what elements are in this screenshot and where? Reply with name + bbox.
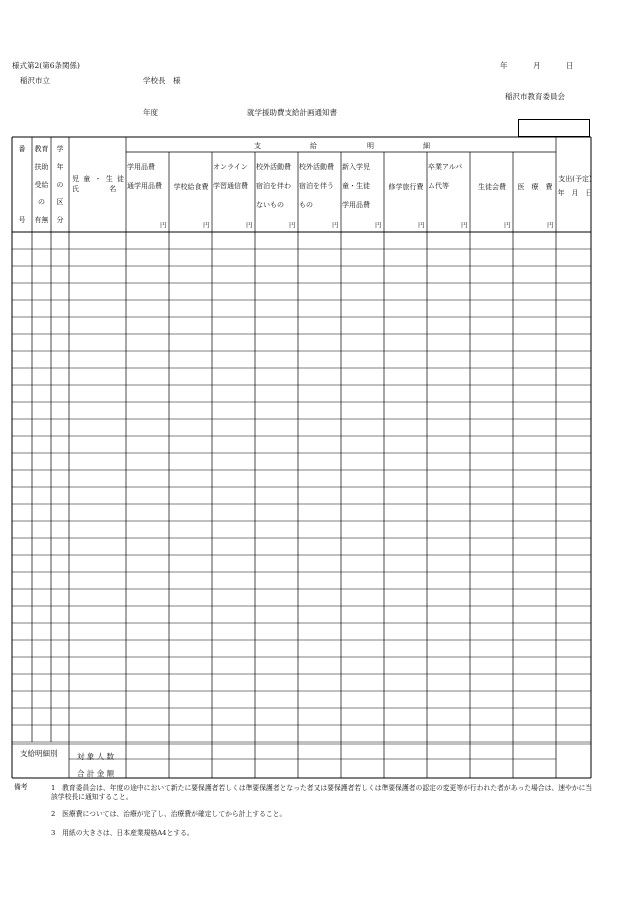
- issuer: 稲沢市教育委員会: [505, 92, 565, 101]
- yen-unit: 円: [246, 221, 253, 229]
- address-city: 稲沢市立: [20, 76, 50, 85]
- detail-column-line: 生徒会費: [478, 183, 506, 191]
- detail-column-line: ないもの: [256, 201, 284, 209]
- detail-column-header-8: [428, 158, 470, 196]
- yen-unit: 円: [203, 221, 210, 229]
- detail-column-line: 卒業アルバ: [428, 163, 463, 171]
- summary-label: 支給明細別: [20, 749, 58, 758]
- detail-column-line: 童・生徒: [342, 182, 370, 190]
- fiscal-year-label: 年度: [143, 108, 158, 117]
- header-aid-status: 教育 扶助 受給 の 有無: [34, 145, 49, 224]
- date-day-label: 日: [566, 61, 574, 70]
- date-month-label: 月: [533, 61, 541, 70]
- notes-label: 備考: [14, 783, 28, 791]
- yen-unit: 円: [160, 221, 167, 229]
- header-name: 児 童 ・ 生 徒 氏 名: [72, 175, 124, 193]
- yen-unit: 円: [504, 221, 511, 229]
- detail-column-line: 校外活動費: [299, 163, 334, 171]
- yen-unit: 円: [289, 221, 296, 229]
- detail-column-line: もの: [299, 201, 313, 209]
- detail-column-line: 新入学児: [342, 163, 370, 171]
- yen-unit: 円: [461, 221, 468, 229]
- detail-column-header-9: [471, 178, 513, 197]
- detail-column-line: ム代等: [428, 182, 449, 190]
- details-group-header: 支 給 明 細: [254, 142, 430, 150]
- detail-column-header-6: [342, 158, 384, 215]
- detail-column-line: 学用品費: [127, 163, 155, 171]
- detail-column-header-5: [299, 158, 341, 215]
- detail-column-header-7: [385, 178, 427, 197]
- detail-column-line: 宿泊を伴わ: [256, 182, 291, 190]
- detail-column-line: 学習通信費: [213, 182, 248, 190]
- detail-column-line: 校外活動費: [256, 163, 291, 171]
- header-number: 番 号: [18, 145, 26, 224]
- header-payment-date: 支出(予定) 年 月 日: [557, 175, 593, 197]
- yen-unit: 円: [332, 221, 339, 229]
- detail-column-header-3: [213, 158, 255, 196]
- note-3: 3 用紙の大きさは、日本産業規格A4とする。: [51, 829, 194, 837]
- header-grade: 学 年 の 区 分: [56, 145, 64, 224]
- detail-column-header-4: [256, 158, 298, 215]
- yen-unit: 円: [375, 221, 382, 229]
- detail-column-line: 宿泊を伴う: [299, 182, 334, 190]
- document-title: 就学援助費支給計画通知書: [247, 108, 337, 117]
- detail-column-header-10: [514, 178, 556, 197]
- detail-column-line: 医 療 費: [517, 183, 553, 191]
- form-number: 様式第2(第6条関係): [12, 61, 80, 70]
- summary-total-amount: 合 計 金 額: [77, 769, 115, 778]
- addressee: 学校長 様: [143, 76, 181, 85]
- detail-column-line: 修学旅行費: [388, 183, 424, 191]
- detail-column-line: 通学用品費: [127, 182, 162, 190]
- date-year-label: 年: [500, 61, 508, 70]
- yen-unit: 円: [547, 221, 554, 229]
- detail-column-line: 学校給食費: [173, 183, 209, 191]
- yen-unit: 円: [418, 221, 425, 229]
- detail-column-header-2: [170, 178, 212, 197]
- note-2: 2 医療費については、治療が完了し、治療費が確定してから計上すること。: [51, 810, 287, 818]
- detail-column-line: オンライン: [213, 163, 248, 171]
- detail-column-header-1: [127, 158, 169, 196]
- summary-target-count: 対 象 人 数: [77, 752, 115, 761]
- note-1: 1 教育委員会は、年度の途中において新たに要保護者若しくは準要保護者となった者又は要保護者若しくは準要保護者の認定の変更等が行われた者があった場合は、速やかに当該学校長に通知すること。: [51, 784, 593, 802]
- detail-column-line: 学用品費: [342, 201, 370, 209]
